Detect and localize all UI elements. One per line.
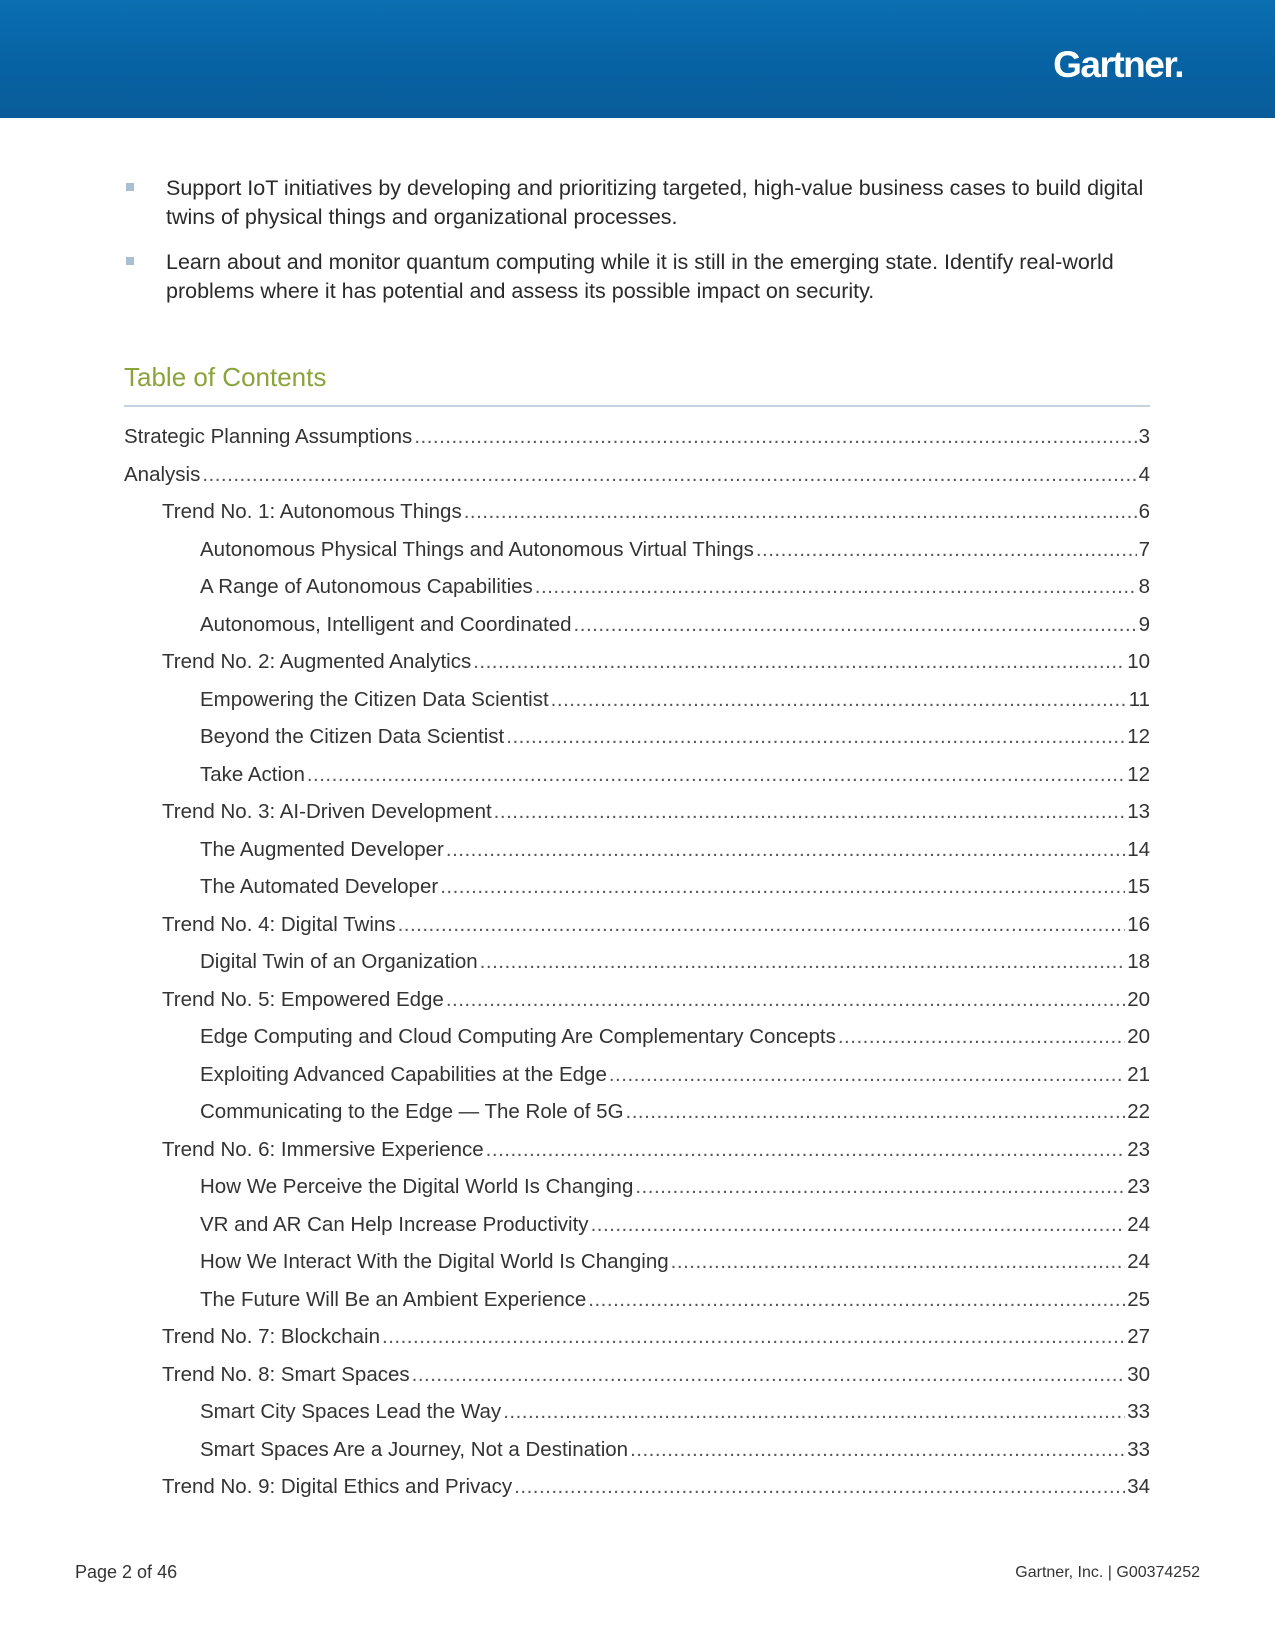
toc-entry-title: VR and AR Can Help Increase Productivity (200, 1212, 589, 1236)
toc-dot-leader (412, 1356, 1126, 1394)
toc-entry-title: Trend No. 4: Digital Twins (162, 912, 396, 936)
toc-entry-page: 24 (1127, 1212, 1150, 1236)
toc-dot-leader (398, 906, 1126, 944)
toc-entry-page: 30 (1127, 1362, 1150, 1386)
toc-entry-page: 16 (1127, 912, 1150, 936)
toc-entry-page: 4 (1138, 462, 1150, 486)
toc-dot-leader (635, 1168, 1125, 1206)
page-header (0, 0, 1275, 118)
toc-entry-title: Exploiting Advanced Capabilities at the Edge (200, 1062, 607, 1086)
toc-entry-title: Take Action (200, 762, 305, 786)
toc-entry-title: Smart City Spaces Lead the Way (200, 1400, 502, 1423)
toc-entry-title: Communicating to the Edge — The Role of 5G (200, 1100, 624, 1123)
toc-entry-title: Trend No. 1: Autonomous Things (162, 500, 462, 523)
toc-entry[interactable] (124, 1131, 1150, 1169)
toc-entry[interactable] (124, 831, 1150, 869)
toc-entry[interactable] (124, 456, 1150, 494)
toc-entry-page: 34 (1127, 1475, 1150, 1498)
toc-entry[interactable] (124, 906, 1150, 944)
toc-entry-page: 7 (1138, 537, 1150, 561)
toc-entry-page: 14 (1127, 837, 1150, 861)
toc-entry-title: The Augmented Developer (200, 837, 444, 861)
toc-dot-leader (307, 756, 1125, 794)
toc-dot-leader (838, 1018, 1125, 1056)
toc-entry-page: 9 (1138, 612, 1150, 636)
document-id: Gartner, Inc. | G00374252 (1015, 1564, 1200, 1581)
toc-entry-title: Autonomous, Intelligent and Coordinated (200, 612, 572, 636)
toc-heading: Table of Contents (124, 362, 327, 392)
toc-entry-page: 23 (1127, 1137, 1150, 1161)
toc-entry-title: Empowering the Citizen Data Scientist (200, 687, 549, 711)
toc-entry[interactable] (124, 568, 1150, 606)
toc-entry[interactable] (124, 531, 1150, 569)
toc-entry-title: The Automated Developer (200, 875, 439, 898)
toc-entry-page: 22 (1127, 1100, 1150, 1123)
toc-entry-title: How We Perceive the Digital World Is Changing (200, 1175, 634, 1198)
toc-dot-leader (382, 1318, 1125, 1356)
toc-entry-title: How We Interact With the Digital World Is Changing (200, 1250, 669, 1273)
toc-dot-leader (574, 606, 1137, 644)
toc-entry[interactable] (124, 1318, 1150, 1356)
toc-dot-leader (446, 981, 1125, 1019)
toc-dot-leader (630, 1431, 1125, 1469)
toc-dot-leader (535, 568, 1137, 606)
toc-entry-title: Trend No. 6: Immersive Experience (162, 1137, 484, 1161)
toc-entry-title: Trend No. 2: Augmented Analytics (162, 650, 472, 673)
recommendation-bullet-list (124, 174, 1154, 322)
toc-entry-page: 20 (1127, 1025, 1150, 1048)
toc-dot-leader (440, 868, 1125, 906)
toc-entry-page: 25 (1127, 1287, 1150, 1311)
toc-dot-leader (591, 1206, 1126, 1244)
toc-entry-page: 20 (1127, 987, 1150, 1011)
toc-entry-page: 24 (1127, 1250, 1150, 1273)
toc-entry[interactable] (124, 493, 1150, 531)
toc-entry-title: Trend No. 3: AI-Driven Development (162, 800, 492, 823)
toc-entry-title: A Range of Autonomous Capabilities (200, 575, 533, 598)
toc-divider (124, 405, 1150, 407)
toc-entry[interactable] (124, 1281, 1150, 1319)
toc-dot-leader (609, 1056, 1125, 1094)
toc-dot-leader (464, 493, 1137, 531)
gartner-logo: Gartner. (1053, 44, 1183, 85)
toc-entry-page: 12 (1127, 725, 1150, 748)
toc-entry-page: 6 (1138, 500, 1150, 523)
toc-dot-leader (626, 1093, 1126, 1131)
toc-dot-leader (414, 418, 1136, 456)
toc-entry-page: 3 (1138, 425, 1150, 448)
toc-dot-leader (473, 643, 1125, 681)
toc-entry-page: 27 (1127, 1325, 1150, 1348)
toc-entry[interactable] (124, 943, 1150, 981)
toc-entry-title: Autonomous Physical Things and Autonomous Virtual Things (200, 537, 754, 561)
toc-entry-page: 15 (1127, 875, 1150, 898)
toc-entry-page: 23 (1127, 1175, 1150, 1198)
toc-entry[interactable] (124, 1468, 1150, 1506)
toc-entry[interactable] (124, 1018, 1150, 1056)
toc-entry-title: Trend No. 8: Smart Spaces (162, 1362, 410, 1386)
toc-entry-title: Trend No. 9: Digital Ethics and Privacy (162, 1475, 513, 1498)
page-number: Page 2 of 46 (75, 1562, 178, 1582)
square-bullet-icon (126, 183, 134, 191)
toc-dot-leader (514, 1468, 1125, 1506)
toc-entry[interactable] (124, 1356, 1150, 1394)
toc-entry-title: Analysis (124, 462, 201, 486)
toc-entry[interactable] (124, 681, 1150, 719)
bullet-item (124, 174, 1154, 232)
toc-entry-page: 10 (1127, 650, 1150, 673)
toc-dot-leader (503, 1393, 1125, 1431)
toc-entry[interactable] (124, 718, 1150, 756)
toc-entry[interactable] (124, 1243, 1150, 1281)
toc-entry[interactable] (124, 1206, 1150, 1244)
toc-dot-leader (486, 1131, 1126, 1169)
toc-entry[interactable] (124, 981, 1150, 1019)
toc-entry[interactable] (124, 643, 1150, 681)
toc-entry-page: 12 (1127, 762, 1150, 786)
toc-entry-page: 21 (1127, 1062, 1150, 1086)
toc-entry[interactable] (124, 1056, 1150, 1094)
toc-entry-title: Trend No. 7: Blockchain (162, 1325, 381, 1348)
toc-dot-leader (756, 531, 1137, 569)
toc-dot-leader (494, 793, 1126, 831)
toc-entry-page: 33 (1127, 1400, 1150, 1423)
bullet-text: Support IoT initiatives by developing and prioritizing targeted, high-value business cases to build digital twins of physical things and organizational processes. (166, 176, 1144, 229)
toc-entry[interactable] (124, 1393, 1150, 1431)
toc-dot-leader (551, 681, 1127, 719)
toc-entry-title: Edge Computing and Cloud Computing Are Complementary Concepts (200, 1025, 836, 1048)
toc-entry-page: 33 (1127, 1437, 1150, 1461)
toc-dot-leader (446, 831, 1125, 869)
toc-dot-leader (480, 943, 1126, 981)
toc-entry[interactable] (124, 756, 1150, 794)
toc-entry[interactable] (124, 418, 1150, 456)
toc-entry-page: 13 (1127, 800, 1150, 823)
toc-entry-title: Digital Twin of an Organization (200, 950, 478, 973)
toc-dot-leader (671, 1243, 1126, 1281)
toc-dot-leader (506, 718, 1125, 756)
bullet-text: Learn about and monitor quantum computing while it is still in the emerging state. Identify real-world problems where it has potential and assess its possible impact on security. (166, 250, 1114, 303)
table-of-contents (124, 418, 1150, 1506)
toc-entry-title: Smart Spaces Are a Journey, Not a Destination (200, 1437, 629, 1461)
toc-entry[interactable] (124, 1093, 1150, 1131)
toc-entry-title: Beyond the Citizen Data Scientist (200, 725, 505, 748)
toc-entry-page: 11 (1128, 687, 1150, 711)
toc-entry[interactable] (124, 868, 1150, 906)
toc-entry-title: Trend No. 5: Empowered Edge (162, 987, 444, 1011)
toc-entry[interactable] (124, 1168, 1150, 1206)
toc-entry[interactable] (124, 1431, 1150, 1469)
toc-entry-title: Strategic Planning Assumptions (124, 425, 413, 448)
toc-entry[interactable] (124, 606, 1150, 644)
toc-entry[interactable] (124, 793, 1150, 831)
toc-entry-page: 18 (1127, 950, 1150, 973)
toc-entry-page: 8 (1138, 575, 1150, 598)
toc-entry-title: The Future Will Be an Ambient Experience (200, 1287, 587, 1311)
square-bullet-icon (126, 257, 134, 265)
toc-dot-leader (202, 456, 1136, 494)
bullet-item (124, 248, 1154, 306)
toc-dot-leader (588, 1281, 1125, 1319)
